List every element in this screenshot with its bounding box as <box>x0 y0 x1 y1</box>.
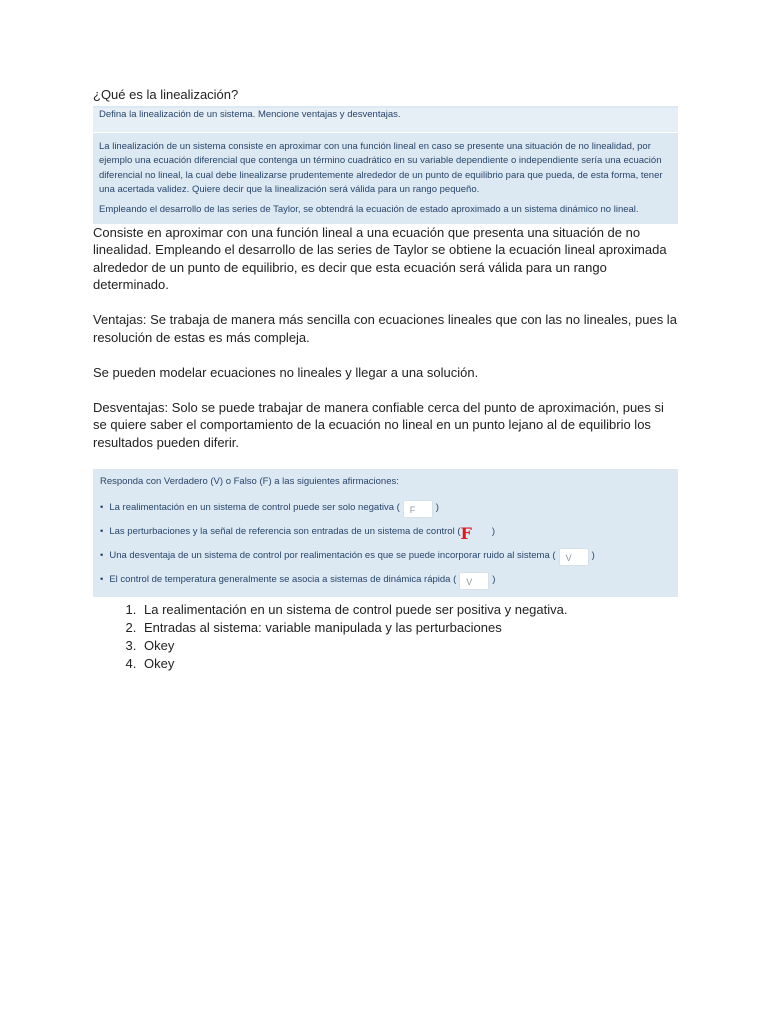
document-page <box>93 86 678 673</box>
quiz-item <box>100 497 678 521</box>
body-paragraph-ventajas: Ventajas: Se trabaja de manera más sencilla con ecuaciones lineales que con las no lineales, pues la resolución de estas es más compleja. <box>93 312 677 345</box>
answer-block <box>99 133 672 218</box>
answer-item: 2. Entradas al sistema: variable manipulada y las perturbaciones <box>140 619 678 637</box>
question-text: Defina la linealización de un sistema. Mencione ventajas y desventajas. <box>93 108 678 133</box>
answer-item: 3. Okey <box>140 637 678 655</box>
quiz-item <box>100 521 678 545</box>
answer-input[interactable]: V <box>459 572 489 590</box>
quiz-item-text: El control de temperatura generalmente se asocia a sistemas de dinámica rápida ( <box>109 574 457 586</box>
quiz-item-close: ) <box>435 502 439 514</box>
quiz-item-text: Una desventaja de un sistema de control por realimentación es que se puede incorporar ruido al sistema ( <box>109 550 556 562</box>
quiz-item-close: ) <box>591 550 595 562</box>
answer-input[interactable]: F <box>403 500 433 518</box>
embedded-screenshot-definition <box>93 106 678 224</box>
embedded-screenshot-true-false <box>93 469 678 597</box>
quiz-item-text: Las perturbaciones y la señal de referencia son entradas de un sistema de control ( <box>109 526 461 538</box>
quiz-item <box>100 569 678 593</box>
bullet-icon: • <box>100 574 104 586</box>
body-paragraph-3: Se pueden modelar ecuaciones no lineales y llegar a una solución. <box>93 364 479 380</box>
quiz-item-text: La realimentación en un sistema de control puede ser solo negativa ( <box>109 502 400 514</box>
body-paragraph-1: Consiste en aproximar con una función lineal a una ecuación que presenta una situación de no linealidad. Empleando el desarrollo de las series de Taylor se obtiene la ecuación lineal aproximada alrededor de un punto de equilibrio, es decir que esta ecuación será válida para un rango determinado. <box>93 224 667 293</box>
answer-paragraph-1: La linealización de un sistema consiste en aproximar con una función lineal en caso se presente una situación de no linealidad, por ejemplo una ecuación diferencial que contenga un término cuadrático en su variable dependiente o independiente sería una ecuación diferencial no lineal, la cual debe linealizarse prudentemente alrededor de un punto de equilibrio para que pueda, de esta forma, tener una acertada validez. Quiere decir que la linealización será válida para un rango pequeño. <box>99 140 663 196</box>
bullet-icon: • <box>100 526 104 538</box>
quiz-title: Responda con Verdadero (V) o Falso (F) a las siguientes afirmaciones: <box>100 476 399 488</box>
answer-paragraph-2: Empleando el desarrollo de las series de Taylor, se obtendrá la ecuación de estado aproximado a un sistema dinámico no lineal. <box>99 203 639 215</box>
quiz-item-close: ) <box>491 526 496 538</box>
answer-item: 1. La realimentación en un sistema de control puede ser positiva y negativa. <box>140 601 678 619</box>
quiz-item-close: ) <box>492 574 496 586</box>
handwritten-answer-mark: F <box>460 523 472 543</box>
body-paragraph-desventajas: Desventajas: Solo se puede trabajar de manera confiable cerca del punto de aproximación, pues si se quiere saber el comportamiento de la ecuación no lineal en un punto lejano al de equilibrio los resultados pueden diferir. <box>93 399 664 450</box>
bullet-icon: • <box>100 550 104 562</box>
answer-item: 4. Okey <box>140 655 678 673</box>
page-heading: ¿Qué es la linealización? <box>93 87 239 102</box>
answers-list <box>93 601 678 673</box>
quiz-item <box>100 545 678 569</box>
bullet-icon: • <box>100 502 104 514</box>
answer-input[interactable]: V <box>559 548 589 566</box>
